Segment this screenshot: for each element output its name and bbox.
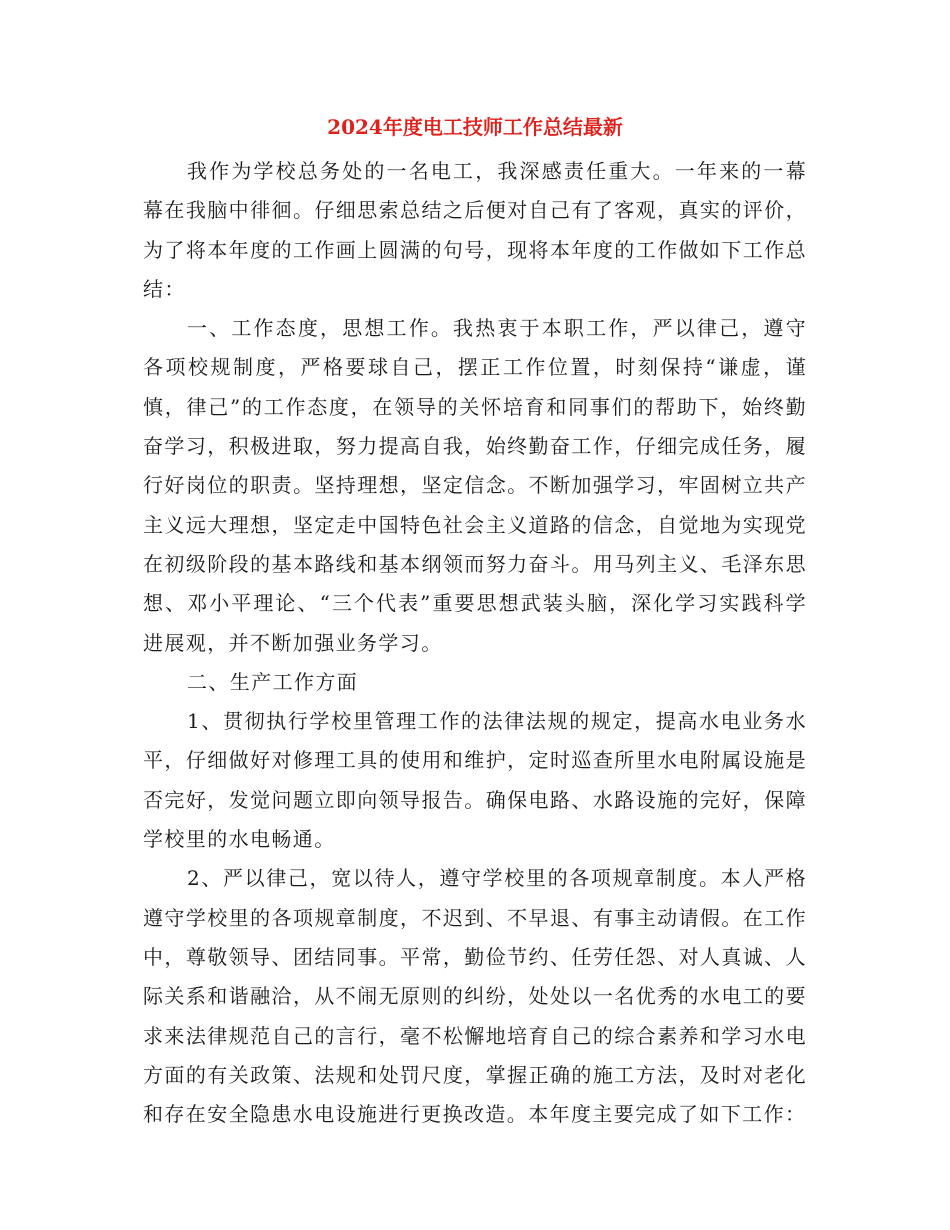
paragraph-section-heading-production: 二、生产工作方面 [187,669,359,694]
document-body [143,152,807,1134]
paragraph-work-attitude: 一、工作态度，思想工作。我热衷于本职工作，严以律己，遵守各项校规制度，严格要球自己，摆正工作位置，时刻保持“谦虚，谨慎，律己”的工作态度，在领导的关怀培育和同事们的帮助下，始终勤奋学习，积极进取，努力提高自我，始终勤奋工作，仔细完成任务，履行好岗位的职责。坚持理想，坚定信念。不断加强学习，牢固树立共产主义远大理想，坚定走中国特色社会主义道路的信念，自觉地为实现党在初级阶段的基本路线和基本纲领而努力奋斗。用马列主义、毛泽东思想、邓小平理论、“三个代表”重要思想武装头脑，深化学习实践科学进展观，并不断加强业务学习。 [143,316,807,655]
paragraph-item-2: 2、严以律己，宽以待人，遵守学校里的各项规章制度。本人严格遵守学校里的各项规章制度，不迟到、不早退、有事主动请假。在工作中，尊敬领导、团结同事。平常，勤俭节约、任劳任怨、对人真诚、人际关系和谐融洽，从不闹无原则的纠纷，处处以一名优秀的水电工的要求来法律规范自己的言行，毫不松懈地培育自己的综合素养和学习水电方面的有关政策、法规和处罚尺度，掌握正确的施工方法，及时对老化和存在安全隐患水电设施进行更换改造。本年度主要完成了如下工作： [143,866,807,1127]
paragraph-intro: 我作为学校总务处的一名电工，我深感责任重大。一年来的一幕幕在我脑中徘徊。仔细思索总结之后便对自己有了客观，真实的评价，为了将本年度的工作画上圆满的句号，现将本年度的工作做如下工作总结： [143,159,807,301]
document-title: 2024年度电工技师工作总结最新 [327,115,623,139]
paragraph-item-1: 1、贯彻执行学校里管理工作的法律法规的规定，提高水电业务水平，仔细做好对修理工具的使用和维护，定时巡查所里水电附属设施是否完好，发觉问题立即向领导报告。确保电路、水路设施的完好，保障学校里的水电畅通。 [143,709,807,852]
